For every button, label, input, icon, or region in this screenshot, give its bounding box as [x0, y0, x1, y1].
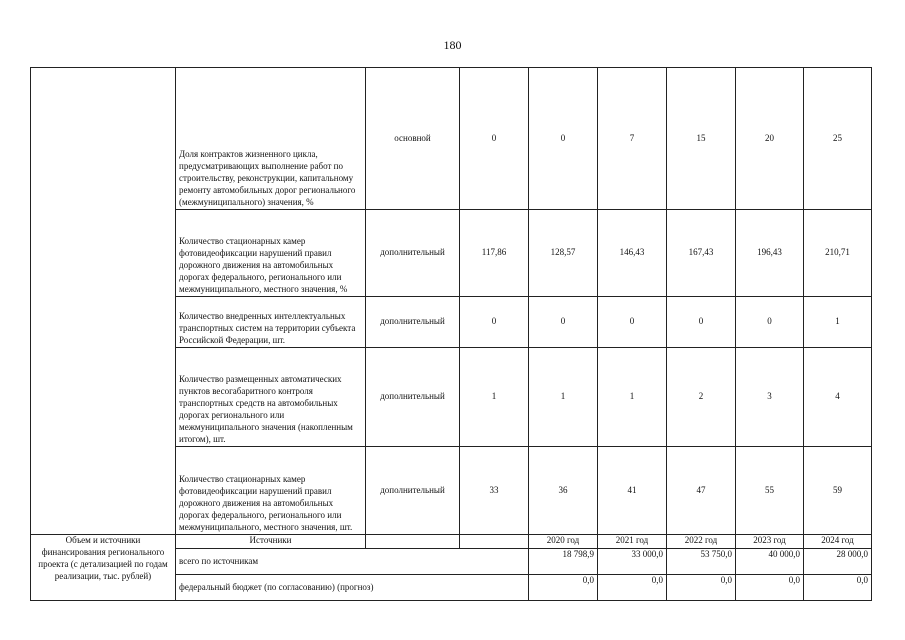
financing-value: 53 750,0: [667, 549, 736, 575]
financing-value: 28 000,0: [804, 549, 872, 575]
indicator-value: 2: [667, 348, 736, 447]
indicator-value: 0: [460, 68, 529, 210]
financing-value: 33 000,0: [598, 549, 667, 575]
indicators-table: [30, 67, 872, 601]
financing-label: Объем и источники финансирования регионального проекта (с детализацией по годам реализации, тыс. рублей): [31, 535, 176, 601]
indicator-value: 196,43: [736, 210, 804, 297]
indicator-name: Количество стационарных камер фотовидеофиксации нарушений правил дорожного движения на автомобильных дорогах федерального, регионального или межмуниципального, местного значения, шт.: [176, 447, 366, 535]
indicator-value: 59: [804, 447, 872, 535]
indicator-value: 1: [804, 297, 872, 348]
year-header: 2024 год: [804, 535, 872, 549]
indicator-value: 128,57: [529, 210, 598, 297]
indicator-name: Количество размещенных автоматических пунктов весогабаритного контроля транспортных средств на автомобильных дорогах регионального или межмуниципального значения (накопленным итогом), шт.: [176, 348, 366, 447]
indicator-value: 0: [529, 297, 598, 348]
indicator-value: 33: [460, 447, 529, 535]
financing-value: 18 798,9: [529, 549, 598, 575]
indicator-value: 0: [460, 297, 529, 348]
indicator-type: дополнительный: [366, 447, 460, 535]
indicator-value: 0: [667, 297, 736, 348]
indicator-value: 0: [598, 297, 667, 348]
indicator-value: 1: [529, 348, 598, 447]
empty-cell: [460, 535, 529, 549]
indicator-type: дополнительный: [366, 297, 460, 348]
indicator-name: Количество внедренных интеллектуальных транспортных систем на территории субъекта Российской Федерации, шт.: [176, 297, 366, 348]
empty-cell: [31, 68, 176, 535]
indicator-value: 25: [804, 68, 872, 210]
indicator-value: 0: [529, 68, 598, 210]
indicator-value: 146,43: [598, 210, 667, 297]
indicator-value: 7: [598, 68, 667, 210]
indicator-value: 55: [736, 447, 804, 535]
indicator-value: 41: [598, 447, 667, 535]
indicator-value: 117,86: [460, 210, 529, 297]
indicator-value: 0: [736, 297, 804, 348]
indicator-value: 167,43: [667, 210, 736, 297]
indicator-value: 36: [529, 447, 598, 535]
indicator-value: 210,71: [804, 210, 872, 297]
indicator-name: Доля контрактов жизненного цикла, предусматривающих выполнение работ по строительству, реконструкции, капитальному ремонту автомобильных дорог регионального (межмуниципального) значения, %: [176, 68, 366, 210]
financing-value: 0,0: [598, 575, 667, 601]
indicator-value: 4: [804, 348, 872, 447]
sources-header: Источники: [176, 535, 366, 549]
indicator-value: 1: [598, 348, 667, 447]
year-header: 2021 год: [598, 535, 667, 549]
indicator-type: дополнительный: [366, 210, 460, 297]
table-row: [31, 68, 872, 210]
financing-value: 0,0: [804, 575, 872, 601]
indicator-type: дополнительный: [366, 348, 460, 447]
indicator-value: 3: [736, 348, 804, 447]
financing-row-label: федеральный бюджет (по согласованию) (прогноз): [176, 575, 529, 601]
year-header: 2023 год: [736, 535, 804, 549]
financing-header-row: [31, 535, 872, 549]
indicator-value: 1: [460, 348, 529, 447]
year-header: 2020 год: [529, 535, 598, 549]
financing-value: 0,0: [736, 575, 804, 601]
page-number: 180: [443, 38, 462, 52]
indicator-value: 20: [736, 68, 804, 210]
financing-value: 0,0: [667, 575, 736, 601]
year-header: 2022 год: [667, 535, 736, 549]
financing-row-label: всего по источникам: [176, 549, 529, 575]
indicator-type: основной: [366, 68, 460, 210]
financing-value: 0,0: [529, 575, 598, 601]
empty-cell: [366, 535, 460, 549]
indicator-value: 15: [667, 68, 736, 210]
financing-value: 40 000,0: [736, 549, 804, 575]
indicator-value: 47: [667, 447, 736, 535]
indicator-name: Количество стационарных камер фотовидеофиксации нарушений правил дорожного движения на автомобильных дорогах федерального, регионального или межмуниципального, местного значения, %: [176, 210, 366, 297]
